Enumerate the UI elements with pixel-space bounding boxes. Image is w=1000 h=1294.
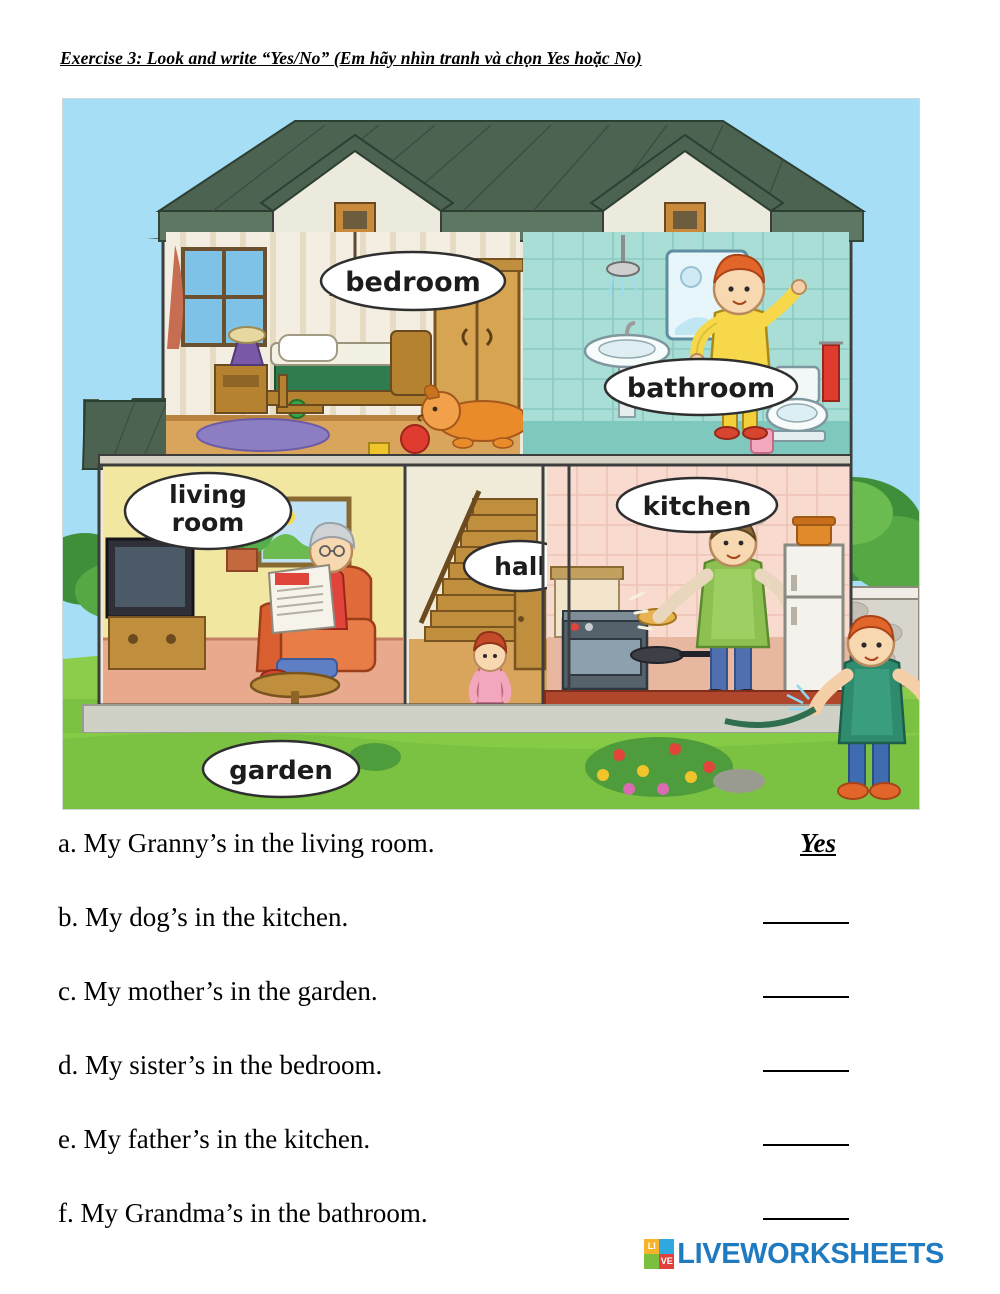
answer-blank-f[interactable] [763,1218,849,1220]
svg-text:garden: garden [229,756,333,786]
svg-text:bedroom: bedroom [345,267,481,298]
badge-blank-bottom [644,1254,659,1269]
question-text: c. My mother’s in the garden. [58,976,378,1006]
answer-blank-e[interactable] [763,1144,849,1146]
svg-text:living: living [169,480,247,509]
question-text: b. My dog’s in the kitchen. [58,902,349,932]
svg-text:bathroom: bathroom [626,373,776,404]
svg-text:hall: hall [494,552,546,581]
question-text: a. My Granny’s in the living room. [58,828,435,858]
answer-blank-c[interactable] [763,996,849,998]
question-row-c [58,974,938,1048]
logo-wordmark: LIVEWORKSHEETS [677,1237,944,1270]
answer-value-a[interactable]: Yes [800,828,836,858]
liveworksheets-logo[interactable] [644,1238,944,1270]
badge-ve: VE [659,1254,674,1269]
liveworksheets-badge-icon [644,1239,674,1269]
question-text: f. My Grandma’s in the bathroom. [58,1198,428,1228]
question-text: e. My father’s in the kitchen. [58,1124,371,1154]
question-row-d [58,1048,938,1122]
question-row-b [58,900,938,974]
svg-text:kitchen: kitchen [642,492,752,522]
answer-blank-d[interactable] [763,1070,849,1072]
cutaway-house-illustration [62,98,920,810]
answer-blank-b[interactable] [763,922,849,924]
badge-blank-top [659,1239,674,1254]
page-title: Exercise 3: Look and write “Yes/No” (Em hãy nhìn tranh và chọn Yes hoặc No) [60,48,642,68]
question-text: d. My sister’s in the bedroom. [58,1050,383,1080]
question-row-a [58,826,938,900]
question-row-e [58,1122,938,1196]
badge-li: LI [644,1239,659,1254]
svg-text:room: room [171,508,245,537]
question-list [58,826,938,1270]
